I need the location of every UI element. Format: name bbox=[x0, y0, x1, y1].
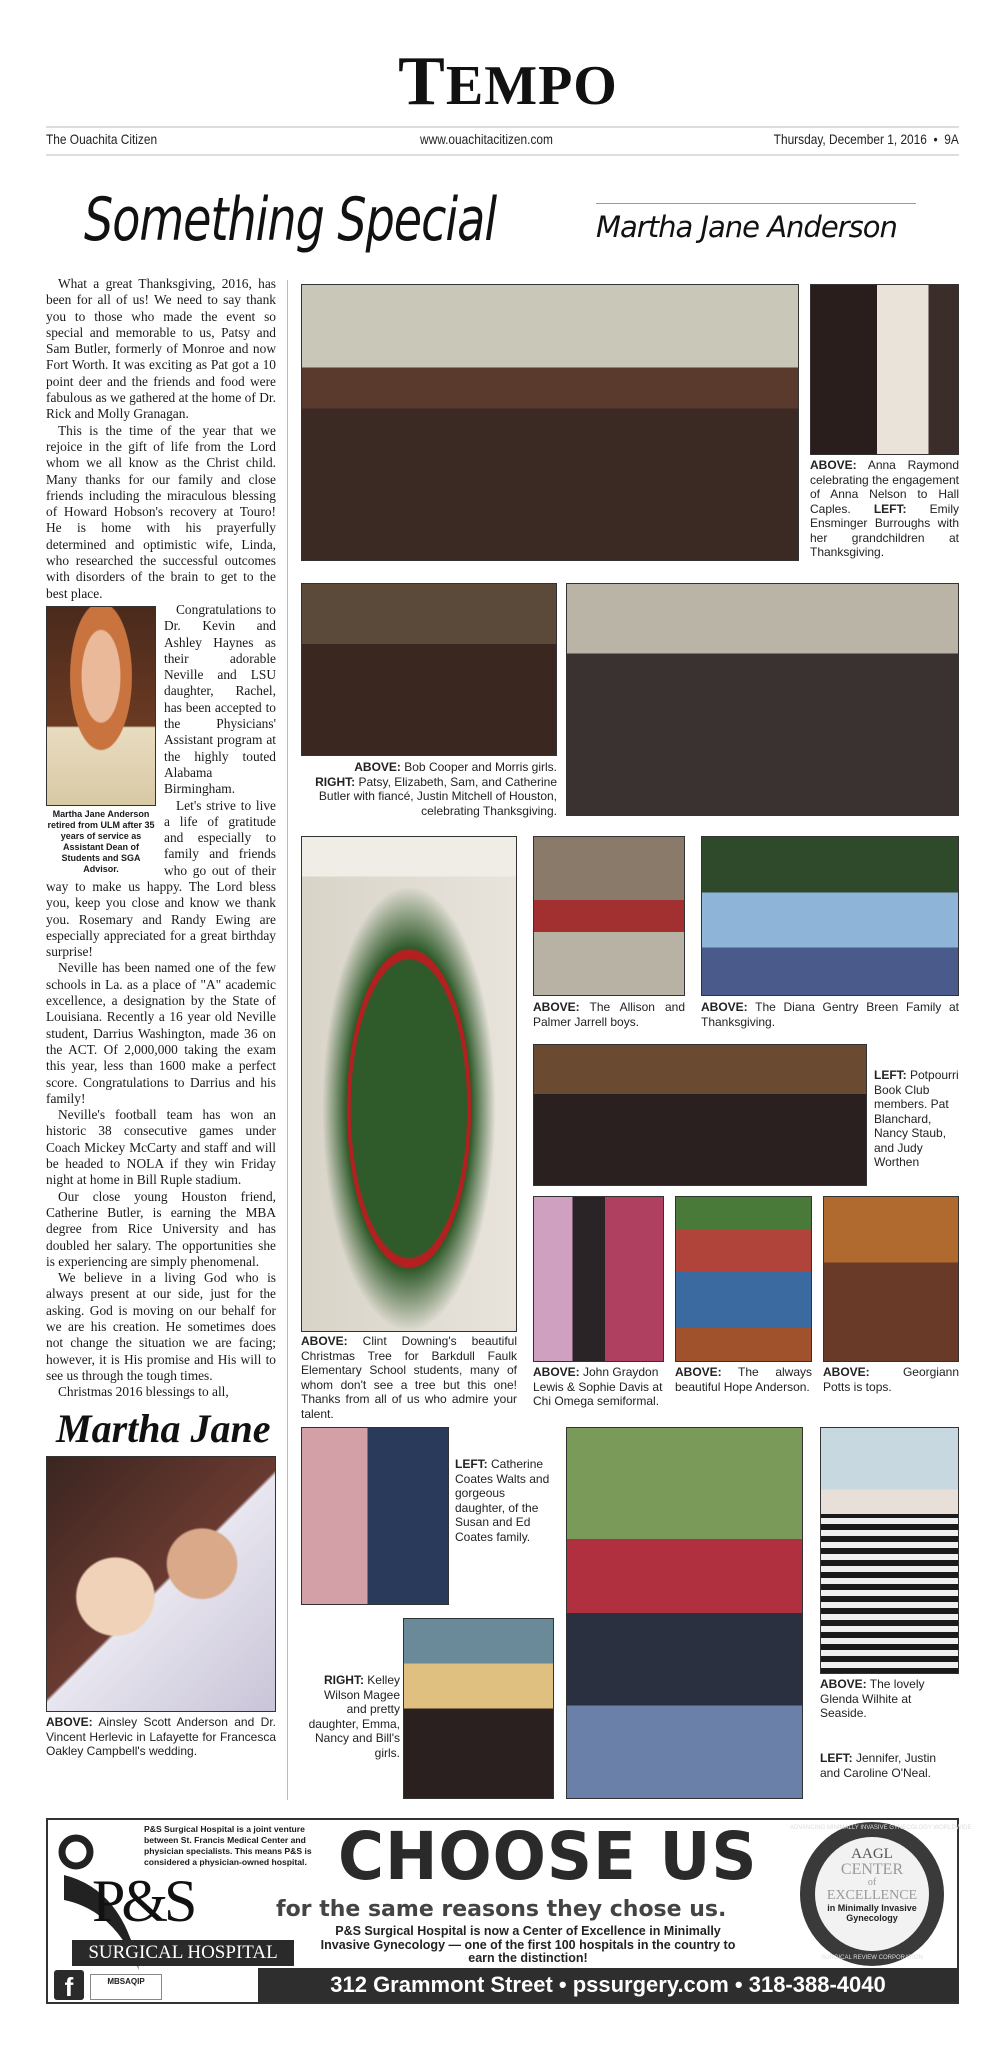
signature: Martha Jane bbox=[56, 1406, 271, 1452]
caption-text: Anna Raymond celebrating the engagement of Anna Nelson to Hall Caples. bbox=[810, 458, 959, 516]
logo-mark: P&S bbox=[92, 1868, 194, 1934]
photo-family-group bbox=[301, 284, 799, 561]
caption-text: The lovely Glenda Wilhite at Seaside. bbox=[820, 1677, 925, 1720]
caption-lead: RIGHT: bbox=[315, 774, 356, 789]
caption-text: Kelley Wilson Magee and pretty daughter, Emma, Nancy and Bill's girls. bbox=[308, 1673, 400, 1760]
header-rule-bottom bbox=[46, 154, 959, 156]
photo-john-graydon bbox=[533, 1196, 664, 1362]
caption-coates bbox=[455, 1457, 557, 1544]
hospital-advertisement[interactable] bbox=[46, 1818, 972, 2004]
seal-line5: in Minimally Invasive Gynecology bbox=[827, 1903, 917, 1923]
column-title: Something Special bbox=[84, 184, 497, 255]
caption-tree bbox=[301, 1334, 517, 1421]
caption-text: Patsy, Elizabeth, Sam, and Catherine Butler with fiancé, Justin Mitchell of Houston, celebrating Thanksgiving. bbox=[318, 774, 557, 818]
paragraph: This is the time of the year that we rejoice in the gift of life from the Lord whom we all know as the Christ child. Many thanks for our family and close friends including the miraculous blessing of Howard Hobson's recovery at Touro! He is home with his prayerfully determined and optimistic wife, Linda, who researched the successful outcomes with disorders of the brain to get to the best place. bbox=[46, 422, 276, 601]
paper-url[interactable]: www.ouachitacitizen.com bbox=[420, 131, 553, 147]
paragraph: Congratulations to Dr. Kevin and Ashley Haynes as their adorable Neville and LSU daughter, Rachel, has been accepted to the Physicians' Assistant program at the highly touted Alabama Birmingham. bbox=[164, 601, 276, 797]
caption-lead: ABOVE: bbox=[823, 1365, 870, 1379]
caption-lead: ABOVE: bbox=[46, 1715, 93, 1730]
seal-line4: EXCELLENCE bbox=[826, 1888, 918, 1903]
caption-lead: RIGHT: bbox=[323, 1673, 364, 1687]
seal-line3: of bbox=[867, 1877, 877, 1888]
caption-potpourri bbox=[874, 1068, 960, 1170]
caption-kelley bbox=[301, 1673, 400, 1760]
caption-hope bbox=[675, 1365, 812, 1394]
caption-text: John Graydon Lewis & Sophie Davis at Chi Omega semiformal. bbox=[533, 1365, 663, 1408]
ad-headline: CHOOSE US bbox=[338, 1818, 758, 1895]
caption-lead: ABOVE: bbox=[533, 1000, 580, 1014]
caption-lead: ABOVE: bbox=[354, 760, 401, 774]
photo-glenda-wilhite bbox=[820, 1427, 959, 1674]
caption-lead: LEFT: bbox=[873, 501, 907, 516]
ad-blurb: P&S Surgical Hospital is a joint venture between St. Francis Medical Center and physician specialists. This means P&S is considered a physician-owned hospital. bbox=[144, 1824, 312, 1867]
author-photo-block bbox=[46, 606, 156, 875]
seal-line1: AAGL bbox=[851, 1846, 893, 1862]
photo-anna-raymond bbox=[810, 284, 959, 455]
photo-kelley-wilson bbox=[403, 1618, 554, 1799]
photo-oneal-family bbox=[566, 1427, 803, 1799]
masthead-initial: T bbox=[398, 43, 446, 120]
seal-line2: CENTER bbox=[840, 1861, 904, 1878]
photo-butler-family bbox=[566, 583, 959, 816]
paper-name: The Ouachita Citizen bbox=[46, 131, 158, 147]
photo-catherine-coates bbox=[301, 1427, 449, 1605]
caption-anna bbox=[810, 458, 959, 560]
aagl-seal bbox=[790, 1822, 972, 1966]
paragraph: We believe in a living God who is always present at our side, just for the asking. God is moving on our behalf for we are his creation. He sometimes does not change the situation we are facing; however, it is His promise and His will to see us through the tough times. bbox=[46, 1270, 276, 1383]
column-byline: Martha Jane Anderson bbox=[596, 210, 897, 244]
caption-lead: ABOVE: bbox=[533, 1365, 580, 1379]
paragraph: What a great Thanksgiving, 2016, has been for all of us! We need to say thank you to those who made the event so special and memorable to us, Patsy and Sam Butler, formerly of Monroe and now Fort Worth. It was exciting as Pat got a 10 point deer and the friends and food were fabulous as we gathered at the home of Dr. Rick and Molly Granagan. bbox=[46, 276, 276, 422]
paragraph: Our close young Houston friend, Catherine Butler, is earning the MBA degree from Rice University and has doubled her salary. The opportunities she is experiencing are simply phenomenal. bbox=[46, 1188, 276, 1269]
caption-text: Ainsley Scott Anderson and Dr. Vincent Herlevic in Lafayette for Francesca Oakley Campbell's wedding. bbox=[46, 1715, 276, 1759]
caption-text: Potpourri Book Club members. Pat Blanchard, Nancy Staub, and Judy Worthen bbox=[874, 1068, 959, 1169]
caption-text: Georgiann Potts is tops. bbox=[823, 1365, 959, 1394]
masthead-rest: EMPO bbox=[445, 55, 618, 117]
caption-text: The always beautiful Hope Anderson. bbox=[675, 1365, 812, 1394]
paragraph: Neville's football team has won an historic 38 consecutive games under Coach Mickey McCarty and staff and will be headed to NOLA if they win Friday night at home in Bill Ruple stadium. bbox=[46, 1107, 276, 1188]
photo-potpourri-club bbox=[533, 1044, 867, 1186]
photo-breen-family bbox=[701, 836, 959, 996]
photo-bob-cooper bbox=[301, 583, 557, 756]
photo-hope-anderson bbox=[675, 1196, 812, 1362]
author-photo bbox=[46, 606, 156, 806]
caption-ainsley bbox=[46, 1715, 276, 1759]
caption-jennifer bbox=[820, 1751, 959, 1780]
facebook-icon[interactable]: f bbox=[54, 1970, 84, 2000]
caption-text: Emily Ensminger Burroughs with her grandchildren at Thanksgiving. bbox=[810, 501, 959, 559]
caption-text: Clint Downing's beautiful Christmas Tree for Barkdull Faulk Elementary School students, many of whom don't see a tree but this one! Thanks from all of us who admire your talent. bbox=[301, 1334, 517, 1421]
caption-text: The Allison and Palmer Jarrell boys. bbox=[533, 1000, 685, 1029]
caption-lead: ABOVE: bbox=[301, 1334, 348, 1348]
caption-lead: ABOVE: bbox=[810, 458, 857, 472]
caption-text: Catherine Coates Walts and gorgeous daughter, of the Susan and Ed Coates family. bbox=[455, 1457, 550, 1544]
article-body bbox=[46, 276, 276, 1759]
caption-cooper bbox=[301, 760, 557, 818]
caption-lead: ABOVE: bbox=[675, 1365, 722, 1379]
seal-ring-bottom: SURGICAL REVIEW CORPORATION bbox=[821, 1955, 923, 1961]
caption-lead: LEFT: bbox=[455, 1457, 488, 1471]
photo-allison-boys bbox=[533, 836, 685, 996]
paragraph: Let's strive to live a life of gratitude and especially to family and friends who go out of their way to make us happy. The Lord bless you, keep you close and know we thank you. Rosemary and Randy Ewing are especially appreciated for a great birthday surprise! bbox=[46, 797, 276, 960]
caption-lead: ABOVE: bbox=[701, 1000, 748, 1014]
section-masthead bbox=[373, 38, 643, 130]
caption-text: The Diana Gentry Breen Family at Thanksgiving. bbox=[701, 1000, 959, 1029]
paragraph: Christmas 2016 blessings to all, bbox=[58, 1384, 229, 1400]
byline-rule bbox=[596, 203, 916, 204]
caption-georgiann bbox=[823, 1365, 959, 1394]
caption-text: Jennifer, Justin and Caroline O'Neal. bbox=[820, 1751, 937, 1780]
caption-lead: LEFT: bbox=[874, 1068, 907, 1082]
caption-lead: ABOVE: bbox=[820, 1677, 867, 1691]
caption-graydon bbox=[533, 1365, 664, 1409]
caption-breen bbox=[701, 1000, 959, 1029]
photo-christmas-tree bbox=[301, 836, 517, 1332]
header-rule-top bbox=[46, 126, 959, 128]
caption-allison bbox=[533, 1000, 685, 1029]
date-page: Thursday, December 1, 2016 • 9A bbox=[773, 131, 959, 147]
caption-lead: LEFT: bbox=[820, 1751, 853, 1765]
mbsaqip-badge: MBSAQIP bbox=[90, 1974, 162, 2000]
seal-ring-top: ADVANCING MINIMALLY INVASIVE GYNECOLOGY WORLDWIDE bbox=[790, 1825, 972, 1831]
ad-contact-bar[interactable]: 312 Grammont Street • pssurgery.com • 318-388-4040 bbox=[258, 1968, 958, 2002]
photo-georgiann-potts bbox=[823, 1196, 959, 1362]
logo-name: SURGICAL HOSPITAL bbox=[72, 1940, 294, 1966]
seal-center bbox=[815, 1837, 929, 1951]
ad-subhead: for the same reasons they chose us. bbox=[276, 1897, 727, 1922]
photo-ainsley bbox=[46, 1456, 276, 1712]
column-divider bbox=[287, 280, 288, 1800]
author-photo-caption: Martha Jane Anderson retired from ULM after 35 years of service as Assistant Dean of Students and SGA Advisor. bbox=[47, 808, 155, 874]
ad-body: P&S Surgical Hospital is now a Center of Excellence in Minimally Invasive Gynecology — one of the first 100 hospitals in the country to earn the distinction! bbox=[320, 1924, 736, 1965]
caption-text: Bob Cooper and Morris girls. bbox=[400, 760, 557, 774]
caption-glenda bbox=[820, 1677, 959, 1721]
paragraph: Neville has been named one of the few schools in La. as a place of "A" academic excellence, a designation by the State of Louisiana. Recently a 16 year old Neville student, Darrius Washington, made 36 on the ACT. Of 2,000,000 taking the exam this year, less than 1600 make a perfect score. Congratulations to Darrius and his family! bbox=[46, 960, 276, 1106]
